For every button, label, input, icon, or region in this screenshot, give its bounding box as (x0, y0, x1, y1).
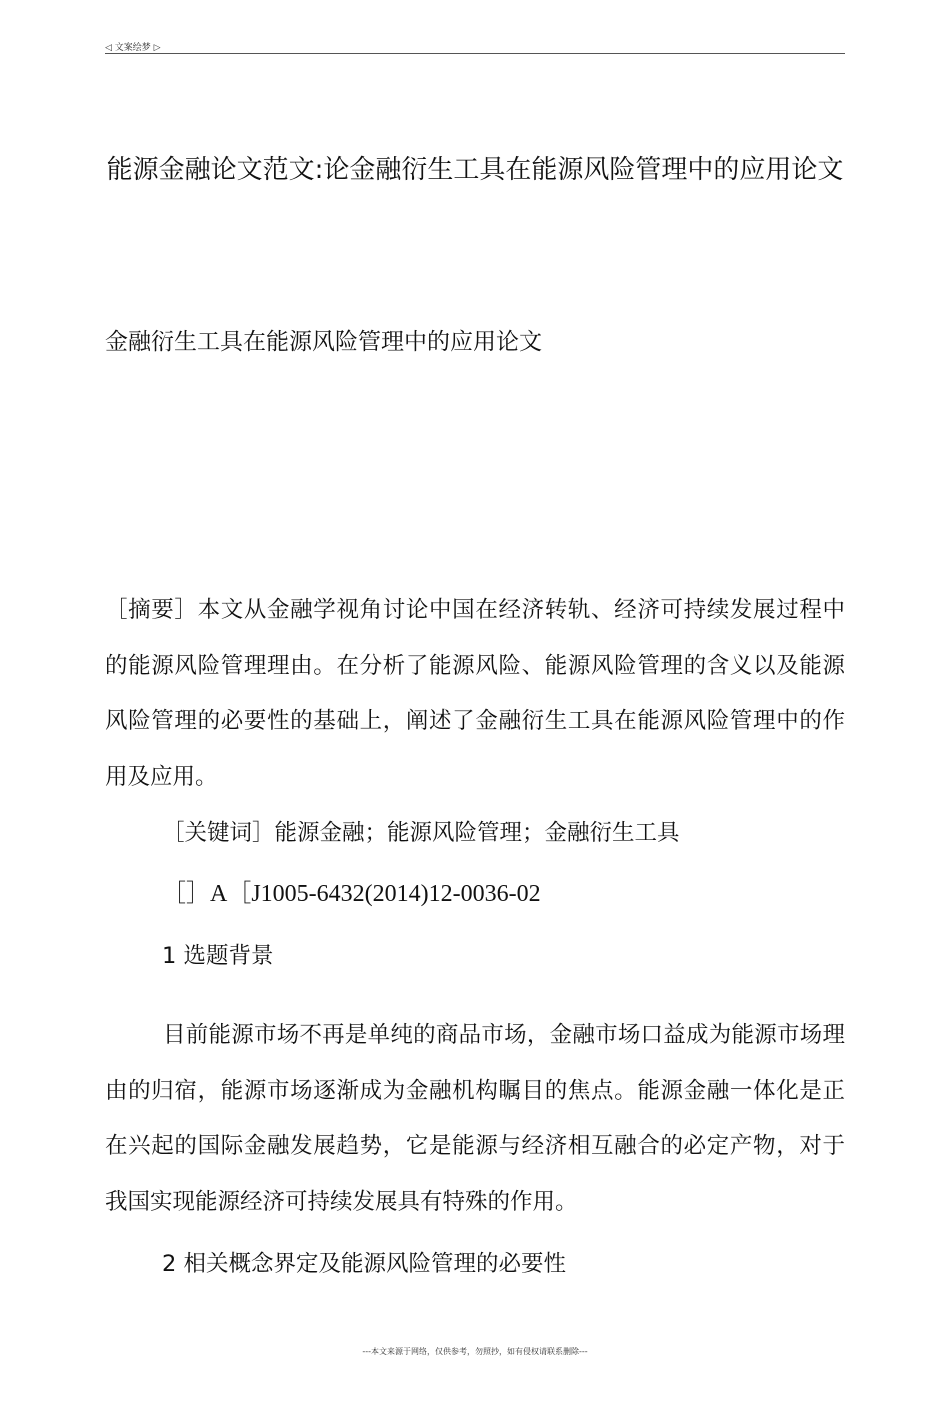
classification-line: ［］A［J1005-6432(2014)12-0036-02 (162, 881, 541, 907)
section-2-heading: 2 相关概念界定及能源风险管理的必要性 (162, 1251, 566, 1277)
document-subtitle: 金融衍生工具在能源风险管理中的应用论文 (105, 329, 542, 355)
abstract-paragraph: ［摘要］本文从金融学视角讨论中国在经济转轨、经济可持续发展过程中的能源风险管理理由。在分析了能源风险、能源风险管理的含义以及能源风险管理的必要性的基础上，阐述了金融衍生工具在能源风险管理中的作用及应用。 (105, 597, 845, 790)
header-divider (105, 53, 845, 54)
page-header: ◁ 文案绘梦 ▷ (105, 43, 161, 53)
section-1-heading: 1 选题背景 (162, 943, 274, 969)
keywords-line: ［关键词］能源金融；能源风险管理；金融衍生工具 (162, 820, 680, 846)
page-footer: ---本文来源于网络，仅供参考，勿照抄，如有侵权请联系删除--- (362, 1347, 588, 1356)
document-title: 能源金融论文范文:论金融衍生工具在能源风险管理中的应用论文 (106, 155, 844, 185)
section-1-paragraph: 目前能源市场不再是单纯的商品市场，金融市场口益成为能源市场理由的归宿，能源市场逐渐成为金融机构瞩目的焦点。能源金融一体化是正在兴起的国际金融发展趋势，它是能源与经济相互融合的必定产物，对于我国实现能源经济可持续发展具有特殊的作用。 (105, 1022, 845, 1215)
